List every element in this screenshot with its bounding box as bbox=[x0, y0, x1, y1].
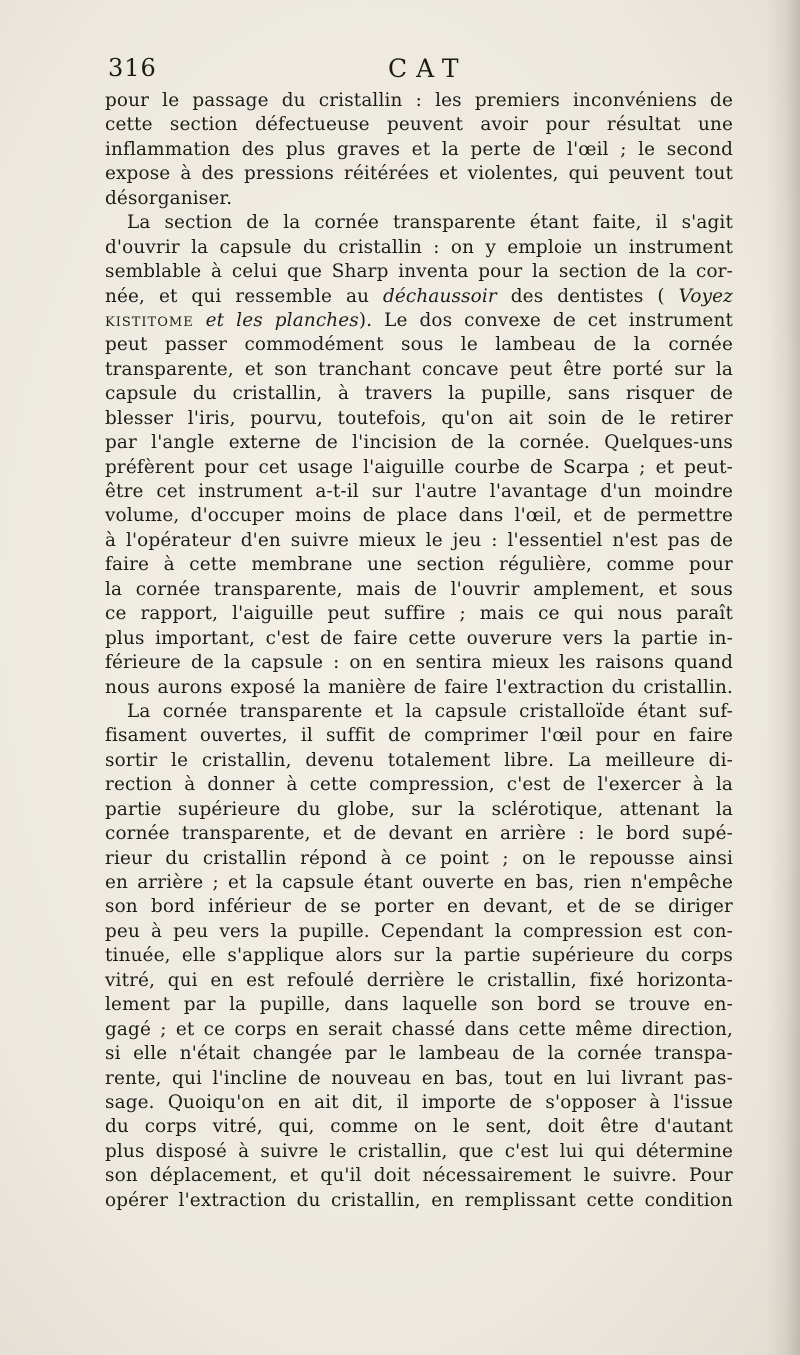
text-line: sortir le cristallin, devenu totalement libre. La meilleure di- bbox=[105, 749, 733, 771]
text-line: cornée transparente, et de devant en arrière : le bord supé- bbox=[105, 823, 733, 845]
text-line: ce rapport, l'aiguille peut suffire ; mais ce qui nous paraît bbox=[105, 603, 733, 625]
text-line: expose à des pressions réitérées et violentes, qui peuvent tout bbox=[105, 163, 733, 185]
text-line: désorganiser. bbox=[105, 187, 233, 209]
text-line: La cornée transparente et la capsule cristalloïde étant suf- bbox=[127, 700, 733, 722]
text-line: préfèrent pour cet usage l'aiguille courbe de Scarpa ; et peut- bbox=[105, 456, 733, 478]
text-line: fisament ouvertes, il suffit de comprimer l'œil pour en faire bbox=[105, 725, 733, 747]
text-line: transparente, et son tranchant concave peut être porté sur la bbox=[105, 358, 733, 380]
text-fragment: née, et qui ressemble au bbox=[105, 285, 383, 307]
text-line: gagé ; et ce corps en serait chassé dans cette même direction, bbox=[105, 1018, 733, 1040]
text-line: pour le passage du cristallin : les premiers inconvéniens de bbox=[105, 90, 733, 111]
text-line: du corps vitré, qui, comme on le sent, doit être d'autant bbox=[105, 1116, 733, 1138]
text-line: rente, qui l'incline de nouveau en bas, tout en lui livrant pas- bbox=[105, 1067, 733, 1089]
text-line: son bord inférieur de se porter en devant, et de se diriger bbox=[105, 896, 733, 918]
text-line: volume, d'occuper moins de place dans l'œil, et de permettre bbox=[105, 505, 733, 527]
crossref-smallcaps: KISTITOME bbox=[105, 314, 194, 330]
text-line: peu à peu vers la pupille. Cependant la compression est con- bbox=[105, 920, 733, 942]
text-line: rection à donner à cette compression, c'est de l'exercer à la bbox=[105, 774, 733, 796]
text-line: d'ouvrir la capsule du cristallin : on y emploie un instrument bbox=[105, 236, 733, 258]
text-line: être cet instrument a-t-il sur l'autre l'avantage d'un moindre bbox=[105, 481, 733, 502]
text-line: à l'opérateur d'en suivre mieux le jeu : l'essentiel n'est pas de bbox=[105, 529, 733, 551]
text-line: si elle n'était changée par le lambeau de la cornée transpa- bbox=[105, 1043, 733, 1065]
text-fragment: des dentistes ( bbox=[496, 285, 679, 307]
text-line: sage. Quoiqu'on en ait dit, il importe de s'opposer à l'issue bbox=[105, 1091, 733, 1113]
text-line: son déplacement, et qu'il doit nécessairement le suivre. Pour bbox=[105, 1165, 733, 1187]
text-line: inflammation des plus graves et la perte de l'œil ; le second bbox=[105, 138, 733, 160]
text-line: peut passer commodément sous le lambeau de la cornée bbox=[105, 334, 733, 356]
text-line: plus important, c'est de faire cette ouverure vers la partie in- bbox=[105, 627, 733, 649]
text-line: tinuée, elle s'applique alors sur la partie supérieure du corps bbox=[105, 945, 733, 967]
text-line: plus disposé à suivre le cristallin, que c'est lui qui détermine bbox=[105, 1140, 733, 1162]
page-gutter-shadow bbox=[766, 0, 800, 1355]
text-line: faire à cette membrane une section régulière, comme pour bbox=[105, 554, 733, 576]
text-line: rieur du cristallin répond à ce point ; on le repousse ainsi bbox=[105, 847, 733, 869]
text-line: capsule du cristallin, à travers la pupille, sans risquer de bbox=[105, 383, 733, 405]
text-line: nous aurons exposé la manière de faire l'extraction du cristallin. bbox=[105, 676, 733, 698]
text-line-with-crossref bbox=[105, 309, 733, 333]
italic-term: déchaussoir bbox=[382, 285, 497, 307]
text-line: la cornée transparente, mais de l'ouvrir amplement, et sous bbox=[105, 578, 733, 600]
running-head: CAT bbox=[388, 54, 468, 83]
text-line-with-italic bbox=[105, 285, 733, 309]
page-header bbox=[108, 54, 736, 86]
text-fragment: ). Le dos convexe de cet instrument bbox=[358, 309, 734, 331]
text-line: lement par la pupille, dans laquelle son bord se trouve en- bbox=[105, 994, 733, 1016]
text-line: opérer l'extraction du cristallin, en remplissant cette condition bbox=[105, 1189, 733, 1211]
text-line: semblable à celui que Sharp inventa pour la section de la cor- bbox=[105, 261, 733, 283]
italic-term: Voyez bbox=[678, 285, 733, 307]
text-line: partie supérieure du globe, sur la sclérotique, attenant la bbox=[105, 798, 733, 820]
text-line: en arrière ; et la capsule étant ouverte en bas, rien n'empêche bbox=[105, 872, 733, 893]
text-line: La section de la cornée transparente étant faite, il s'agit bbox=[127, 212, 733, 234]
text-line: par l'angle externe de l'incision de la cornée. Quelques-uns bbox=[105, 432, 733, 454]
text-line: férieure de la capsule : on en sentira mieux les raisons quand bbox=[105, 652, 733, 674]
body-text bbox=[105, 89, 733, 1213]
page-number: 316 bbox=[108, 54, 157, 82]
text-line: cette section défectueuse peuvent avoir pour résultat une bbox=[105, 114, 733, 136]
text-line: blesser l'iris, pourvu, toutefois, qu'on ait soin de le retirer bbox=[105, 407, 733, 429]
italic-term: et les planches bbox=[193, 309, 359, 331]
text-line: vitré, qui en est refoulé derrière le cristallin, fixé horizonta- bbox=[105, 969, 733, 991]
